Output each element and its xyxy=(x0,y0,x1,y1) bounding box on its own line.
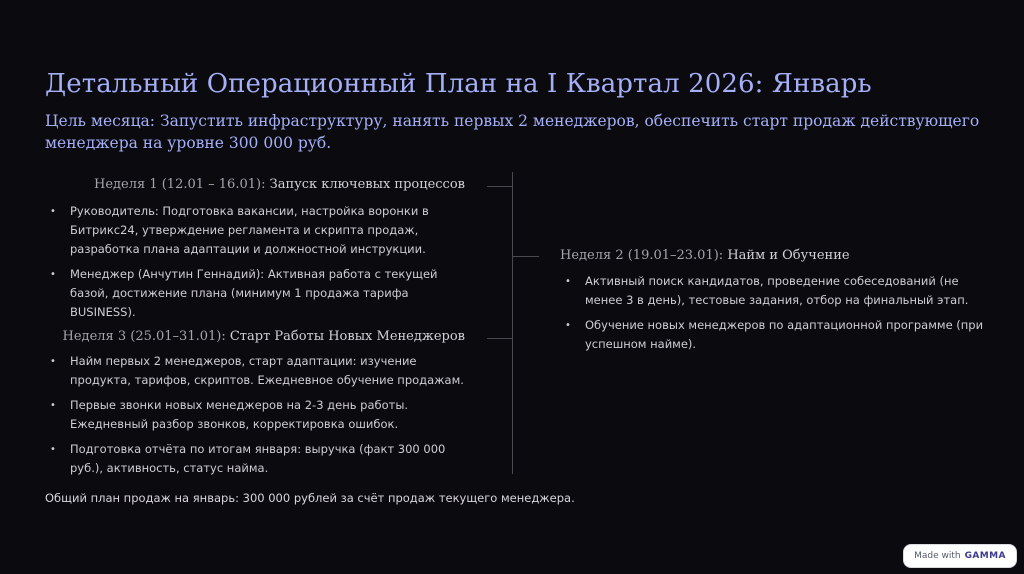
week3-heading xyxy=(0,328,465,346)
timeline-tick-week2 xyxy=(513,256,539,257)
week3-date: Неделя 3 (25.01–31.01): xyxy=(62,329,226,344)
week2-title: Найм и Обучение xyxy=(727,248,850,263)
list-item-text: Подготовка отчёта по итогам января: выручка (факт 300 000 руб.), активность, статус найма. xyxy=(70,442,446,475)
week1-date: Неделя 1 (12.01 – 16.01): xyxy=(94,177,266,192)
bullet-icon: • xyxy=(50,356,56,367)
week3-title: Старт Работы Новых Менеджеров xyxy=(229,329,465,344)
bullet-icon: • xyxy=(50,206,56,217)
list-item xyxy=(47,440,467,478)
list-item-text: Менеджер (Анчутин Геннадий): Активная работа с текущей базой, достижение плана (минимум 1 продажа тарифа BUSINESS). xyxy=(70,267,438,319)
week1-bullet-list xyxy=(47,202,467,328)
badge-prefix: Made with xyxy=(914,551,961,561)
list-item-text: Найм первых 2 менеджеров, старт адаптации: изучение продукта, тарифов, скриптов. Ежедневное обучение продажам. xyxy=(70,354,464,387)
week2-date: Неделя 2 (19.01–23.01): xyxy=(560,248,724,263)
timeline-tick-week3 xyxy=(487,338,513,339)
list-item-text: Обучение новых менеджеров по адаптационной программе (при успешном найме). xyxy=(585,318,984,351)
bullet-icon: • xyxy=(50,444,56,455)
week2-heading xyxy=(560,247,850,265)
made-with-gamma-badge[interactable] xyxy=(904,545,1016,567)
week1-heading xyxy=(0,176,465,194)
list-item-text: Активный поиск кандидатов, проведение собеседований (не менее 3 в день), тестовые задания, отбор на финальный этап. xyxy=(585,274,969,307)
list-item-text: Первые звонки новых менеджеров на 2-3 день работы. Ежедневный разбор звонков, корректировка ошибок. xyxy=(70,398,409,431)
list-item-text: Руководитель: Подготовка вакансии, настройка воронки в Битрикс24, утверждение регламента и скрипта продаж, разработка плана адаптации и должностной инструкции. xyxy=(70,204,429,256)
list-item xyxy=(47,396,467,434)
list-item xyxy=(562,316,997,354)
week1-title: Запуск ключевых процессов xyxy=(269,177,465,192)
page-title: Детальный Операционный План на I Квартал 2026: Январь xyxy=(45,69,872,99)
timeline-tick-week1 xyxy=(487,186,513,187)
bullet-icon: • xyxy=(50,269,56,280)
bullet-icon: • xyxy=(565,276,571,287)
list-item xyxy=(47,265,467,322)
list-item xyxy=(562,272,997,310)
week2-bullet-list xyxy=(562,272,997,360)
week3-bullet-list xyxy=(47,352,467,484)
list-item xyxy=(47,202,467,259)
bullet-icon: • xyxy=(565,320,571,331)
sales-plan-summary: Общий план продаж на январь: 300 000 рублей за счёт продаж текущего менеджера. xyxy=(45,491,575,505)
bullet-icon: • xyxy=(50,400,56,411)
list-item xyxy=(47,352,467,390)
month-goal: Цель месяца: Запустить инфраструктуру, нанять первых 2 менеджеров, обеспечить старт продаж действующего менеджера на уровне 300 000 руб. xyxy=(45,112,980,152)
gamma-logo: GAMMA xyxy=(964,551,1006,561)
timeline-line xyxy=(512,172,513,474)
